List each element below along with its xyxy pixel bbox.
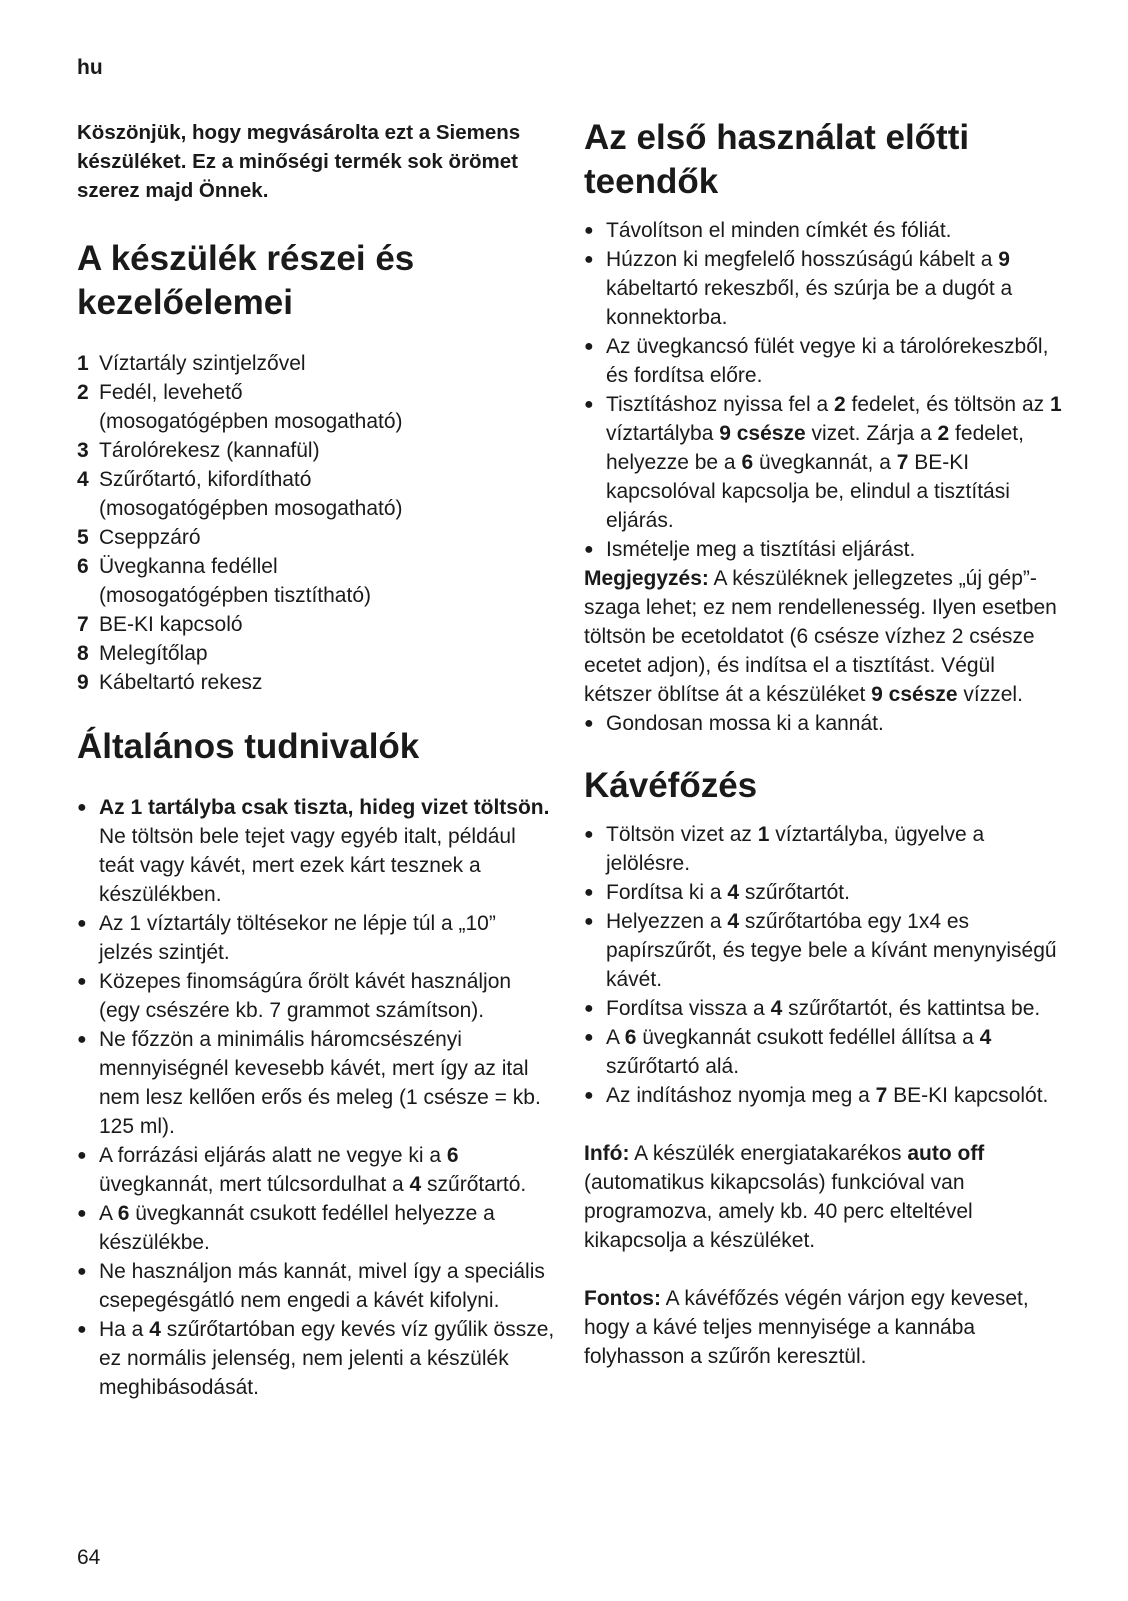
bold-text: Fontos:	[584, 1287, 661, 1310]
text-run: fedelet, helyezze be a	[606, 422, 1024, 474]
bullet-item	[584, 332, 1062, 390]
important-note	[584, 1284, 1062, 1371]
page-number: 64	[77, 1546, 101, 1569]
part-text: Melegítőlap	[99, 642, 208, 665]
text-run: víztartályba, ügyelve a jelölésre.	[606, 823, 985, 875]
part-subtext: (mosogatógépben mosogatható)	[99, 497, 403, 520]
general-list	[77, 793, 555, 1402]
bullet-item	[77, 1199, 555, 1257]
part-item	[77, 523, 555, 552]
part-subtext: (mosogatógépben mosogatható)	[99, 410, 403, 433]
text-run: szűrőtartóban egy kevés víz gyűlik össze, ez normális jelenség, nem jelenti a készülék meghibásodását.	[99, 1318, 555, 1399]
parts-heading: A készülék részei és kezelőelemei	[77, 239, 415, 322]
info-note	[584, 1139, 1062, 1255]
part-label	[99, 639, 208, 668]
part-label	[99, 349, 306, 378]
text-run: fedelet, és töltsön az	[845, 393, 1050, 416]
text-run: Töltsön vizet az	[606, 823, 758, 846]
bold-text: 4	[727, 881, 740, 904]
part-number: 3	[77, 439, 89, 462]
bold-text: 7	[896, 451, 909, 474]
part-label	[99, 610, 243, 639]
text-run: A készülék energiatakarékos	[629, 1142, 908, 1165]
bold-text: 4	[409, 1173, 422, 1196]
text-run: BE-KI kapcsolót.	[887, 1084, 1049, 1107]
first-use-note	[584, 564, 1062, 709]
part-item	[77, 349, 555, 378]
bold-text: Infó:	[584, 1142, 630, 1165]
part-item	[77, 378, 555, 436]
part-item	[77, 465, 555, 523]
parts-list	[77, 349, 555, 697]
text-run: (automatikus kikapcsolás) funkcióval van programozva, amely kb. 40 perc elteltével kikapcsolja a készüléket.	[584, 1171, 973, 1252]
bullet-item	[584, 216, 1062, 245]
bullet-item	[584, 390, 1062, 535]
brewing-list	[584, 820, 1062, 1110]
text-run: A	[606, 1026, 625, 1049]
bullet-item	[584, 245, 1062, 332]
part-label	[99, 552, 371, 610]
text-run: Ne használjon más kannát, mivel így a speciális csepegésgátló nem engedi a kávét kifolyni.	[99, 1260, 545, 1312]
bullet-item	[584, 1023, 1062, 1081]
part-text: Víztartály szintjelzővel	[99, 352, 306, 375]
text-run: kábeltartó rekeszből, és szúrja be a dugót a konnektorba.	[606, 277, 1013, 329]
bullet-item	[77, 1315, 555, 1402]
text-run: üvegkannát csukott fedéllel helyezze a készülékbe.	[99, 1202, 495, 1254]
bold-text: 4	[770, 997, 783, 1020]
part-number: 1	[77, 352, 89, 375]
text-run: Tisztításhoz nyissa fel a	[606, 393, 834, 416]
bullet-item	[584, 820, 1062, 878]
intro-text: Köszönjük, hogy megvásárolta ezt a Siemens készüléket. Ez a minőségi termék sok örömet szerez majd Önnek.	[77, 121, 521, 202]
text-run: vizet. Zárja a	[805, 422, 938, 445]
text-run: Az 1 víztartály töltésekor ne lépje túl a „10” jelzés szintjét.	[99, 912, 496, 964]
left-column	[77, 118, 555, 1402]
part-label	[99, 668, 262, 697]
bold-text: 1	[757, 823, 770, 846]
part-label	[99, 523, 201, 552]
part-number: 7	[77, 613, 89, 636]
bullet-item	[584, 709, 1062, 738]
text-run: víztartályba	[606, 422, 720, 445]
part-label	[99, 378, 403, 436]
bold-text: 6	[446, 1144, 459, 1167]
part-label	[99, 436, 320, 465]
bold-text: 2	[937, 422, 950, 445]
part-number: 8	[77, 642, 89, 665]
bold-text: Az 1 tartályba csak tiszta, hideg vizet töltsön.	[99, 796, 550, 819]
text-run: vízzel.	[957, 683, 1023, 706]
text-run: Az indításhoz nyomja meg a	[606, 1084, 876, 1107]
part-number: 4	[77, 468, 89, 491]
bullet-item	[77, 909, 555, 967]
bold-text: 9	[998, 248, 1010, 271]
bold-text: 1	[1049, 393, 1062, 416]
text-run: BE-KI kapcsolóval kapcsolja be, elindul a tisztítási eljárás.	[606, 451, 1010, 532]
text-run: Közepes finomságúra őrölt kávét használjon (egy csészére kb. 7 grammot számítson).	[99, 970, 512, 1022]
part-text: BE-KI kapcsoló	[99, 613, 243, 636]
text-run: Gondosan mossa ki a kannát.	[606, 712, 884, 735]
bullet-item	[584, 994, 1062, 1023]
part-item	[77, 436, 555, 465]
bullet-item	[584, 878, 1062, 907]
first-use-last-item	[584, 709, 1062, 738]
bold-text: 9 csésze	[871, 683, 958, 706]
text-run: A forrázási eljárás alatt ne vegye ki a	[99, 1144, 447, 1167]
part-number: 9	[77, 671, 89, 694]
part-subtext: (mosogatógépben tisztítható)	[99, 584, 371, 607]
part-item	[77, 668, 555, 697]
part-text: Cseppzáró	[99, 526, 201, 549]
bold-text: 4	[979, 1026, 992, 1049]
brewing-heading: Kávéfőzés	[584, 766, 758, 805]
language-code: hu	[77, 56, 103, 79]
part-text: Üvegkanna fedéllel	[99, 555, 278, 578]
text-run: Ne töltsön bele tejet vagy egyéb italt, például teát vagy kávét, mert ezek kárt tesznek a készülékben.	[99, 825, 516, 906]
part-item	[77, 610, 555, 639]
part-number: 6	[77, 555, 89, 578]
text-run: Távolítson el minden címkét és fóliát.	[606, 219, 952, 242]
part-text: Szűrőtartó, kifordítható	[99, 468, 312, 491]
part-number: 2	[77, 381, 89, 404]
bold-text: 4	[727, 910, 740, 933]
part-item	[77, 639, 555, 668]
bold-text: Megjegyzés:	[584, 567, 709, 590]
part-text: Tárolórekesz (kannafül)	[99, 439, 320, 462]
part-label	[99, 465, 403, 523]
right-column	[584, 118, 1062, 1371]
first-use-list	[584, 216, 1062, 564]
text-run: A kávéfőzés végén várjon egy keveset, hogy a kávé teljes mennyisége a kannába folyhasson a szűrőn keresztül.	[584, 1287, 1029, 1368]
bullet-item	[77, 793, 555, 909]
text-run: üvegkannát csukott fedéllel állítsa a	[636, 1026, 980, 1049]
first-use-heading: Az első használat előtti teendők	[584, 118, 970, 201]
bold-text: 7	[875, 1084, 888, 1107]
text-run: Fordítsa ki a	[606, 881, 728, 904]
bold-text: auto off	[907, 1142, 985, 1165]
text-run: Fordítsa vissza a	[606, 997, 771, 1020]
bold-text: 6	[624, 1026, 637, 1049]
bullet-item	[77, 967, 555, 1025]
bold-text: 6	[117, 1202, 130, 1225]
part-text: Kábeltartó rekesz	[99, 671, 263, 694]
bullet-item	[584, 535, 1062, 564]
text-run: üvegkannát, a	[753, 451, 897, 474]
text-run: Az üvegkancsó fülét vegye ki a tárolórekeszből, és fordítsa előre.	[606, 335, 1049, 387]
bullet-item	[584, 1081, 1062, 1110]
text-run: Ha a	[99, 1318, 150, 1341]
text-run: A	[99, 1202, 118, 1225]
bullet-item	[584, 907, 1062, 994]
text-run: szűrőtartó alá.	[606, 1055, 740, 1078]
text-run: A készüléknek jellegzetes „új gép”-szaga lehet; ez nem rendellenesség. Ilyen esetben töltsön be ecetoldatot (6 csésze vízhez 2 csésze ecetet adjon), és indítsa el a tisztítást. Végül kétszer öblítse át a készüléket	[584, 567, 1057, 706]
part-text: Fedél, levehető	[99, 381, 243, 404]
general-heading: Általános tudnivalók	[77, 727, 420, 766]
text-run: szűrőtartót.	[739, 881, 850, 904]
part-item	[77, 552, 555, 610]
bold-text: 4	[149, 1318, 161, 1341]
text-run: Ne főzzön a minimális háromcsészényi mennyiségnél kevesebb kávét, mert így az ital nem lesz kellően erős és meleg (1 csésze = kb. 125 ml).	[99, 1028, 541, 1138]
text-run: szűrőtartó.	[421, 1173, 527, 1196]
text-run: Helyezzen a	[606, 910, 728, 933]
bullet-item	[77, 1257, 555, 1315]
text-run: üvegkannát, mert túlcsordulhat a	[99, 1173, 410, 1196]
text-run: szűrőtartóba egy 1x4 es papírszűrőt, és tegye bele a kívánt menynyiségű kávét.	[606, 910, 1057, 991]
bold-text: 6	[741, 451, 754, 474]
bullet-item	[77, 1141, 555, 1199]
bold-text: 9 csésze	[719, 422, 806, 445]
text-run: Húzzon ki megfelelő hosszúságú kábelt a	[606, 248, 999, 271]
bullet-item	[77, 1025, 555, 1141]
bold-text: 2	[833, 393, 846, 416]
part-number: 5	[77, 526, 89, 549]
text-run: szűrőtartót, és kattintsa be.	[782, 997, 1041, 1020]
text-run: Ismételje meg a tisztítási eljárást.	[606, 538, 916, 561]
